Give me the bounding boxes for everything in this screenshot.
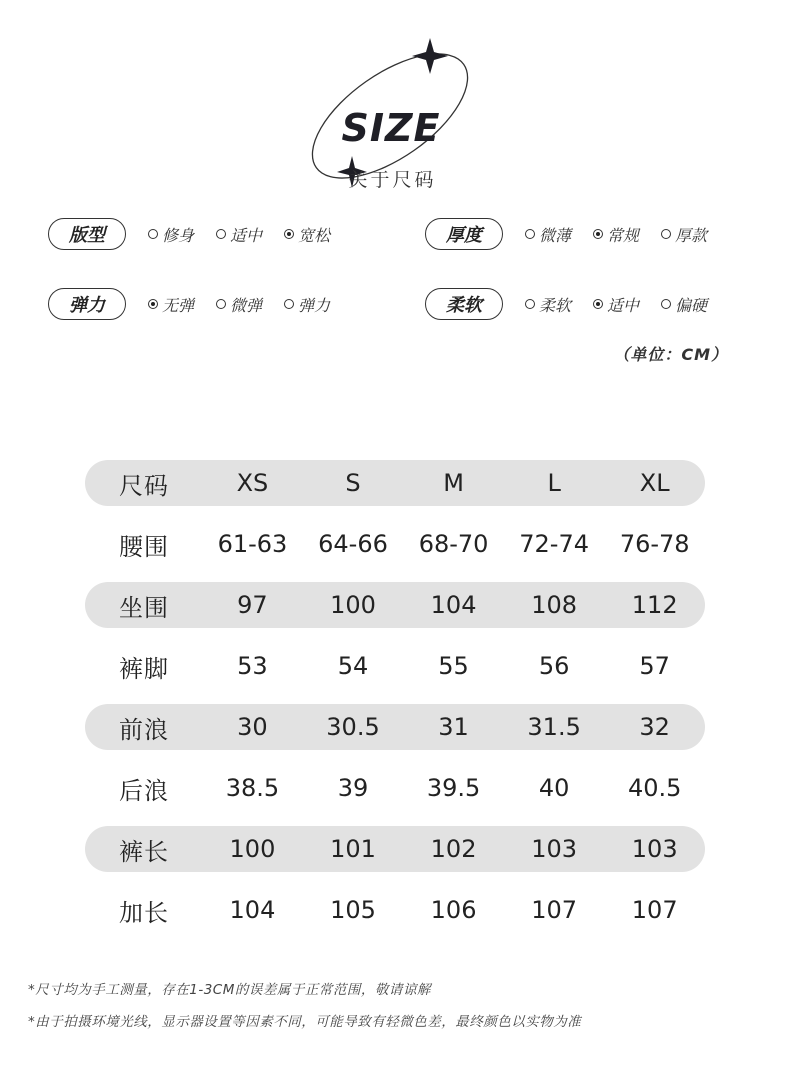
attr-softness-option[interactable] bbox=[661, 293, 707, 316]
attr-softness-option[interactable] bbox=[525, 293, 571, 316]
table-cell: 54 bbox=[337, 652, 369, 680]
option-label: 弹力 bbox=[298, 295, 331, 315]
table-cell: 108 bbox=[531, 591, 578, 619]
table-cell: 68-70 bbox=[418, 530, 489, 558]
logo-title: SIZE bbox=[341, 106, 441, 150]
table-row bbox=[85, 521, 705, 567]
attr-softness-pill: 柔软 bbox=[425, 288, 503, 320]
row-label: 加长 bbox=[119, 898, 169, 927]
attr-softness-option[interactable] bbox=[593, 293, 639, 316]
table-row bbox=[85, 887, 705, 933]
table-cell: 31.5 bbox=[527, 713, 581, 741]
radio-empty-icon bbox=[661, 229, 671, 239]
option-label: 常规 bbox=[607, 225, 640, 245]
row-label: 腰围 bbox=[119, 532, 169, 561]
option-label: 柔软 bbox=[539, 295, 572, 315]
attr-softness bbox=[425, 288, 707, 320]
table-cell: 31 bbox=[438, 713, 469, 741]
table-cell: 112 bbox=[631, 591, 678, 619]
table-cell: 40 bbox=[538, 774, 570, 802]
table-row bbox=[85, 765, 705, 811]
table-cell: 101 bbox=[330, 835, 376, 863]
table-row bbox=[85, 582, 705, 628]
table-cell: L bbox=[547, 469, 561, 497]
radio-empty-icon bbox=[284, 299, 294, 309]
radio-selected-icon bbox=[148, 299, 158, 309]
table-cell: 38.5 bbox=[225, 774, 280, 802]
table-cell: 105 bbox=[330, 896, 376, 924]
table-cell: 55 bbox=[438, 652, 469, 680]
table-cell: 72-74 bbox=[519, 530, 589, 558]
table-cell: 64-66 bbox=[318, 530, 388, 558]
table-cell: 104 bbox=[229, 896, 276, 924]
table-cell: 106 bbox=[430, 896, 477, 924]
attr-thickness-option[interactable] bbox=[593, 223, 639, 246]
attr-stretch bbox=[48, 288, 330, 320]
table-cell: 39 bbox=[337, 774, 369, 802]
radio-empty-icon bbox=[216, 229, 226, 239]
row-label: 裤长 bbox=[119, 837, 169, 866]
table-cell: 57 bbox=[639, 652, 670, 680]
table-cell: 39.5 bbox=[426, 774, 481, 802]
option-label: 修身 bbox=[162, 225, 195, 245]
table-row bbox=[85, 826, 705, 872]
unit-label: （单位：CM） bbox=[613, 345, 728, 364]
table-cell: 61-63 bbox=[217, 530, 288, 558]
attr-thickness-pill: 厚度 bbox=[425, 218, 503, 250]
sparkle-star-icon bbox=[412, 38, 448, 74]
table-cell: 30 bbox=[237, 713, 268, 741]
row-label: 坐围 bbox=[119, 593, 169, 622]
radio-empty-icon bbox=[216, 299, 226, 309]
table-cell: 56 bbox=[538, 652, 570, 680]
table-cell: 30.5 bbox=[326, 713, 380, 741]
table-row bbox=[85, 643, 705, 689]
table-cell: 104 bbox=[430, 591, 477, 619]
note-color: *由于拍摄环境光线，显示器设置等因素不同，可能导致有轻微色差，最终颜色以实物为准 bbox=[28, 1014, 582, 1030]
row-label: 尺码 bbox=[119, 471, 169, 500]
table-cell: 107 bbox=[631, 896, 678, 924]
table-cell: 40.5 bbox=[627, 774, 682, 802]
radio-selected-icon bbox=[284, 229, 294, 239]
option-label: 微薄 bbox=[539, 225, 572, 245]
size-table bbox=[85, 460, 705, 948]
table-cell: M bbox=[443, 469, 464, 497]
table-cell: 100 bbox=[330, 591, 376, 619]
option-label: 无弹 bbox=[162, 295, 195, 315]
table-cell: XS bbox=[236, 469, 269, 497]
table-cell: 102 bbox=[430, 835, 477, 863]
radio-empty-icon bbox=[525, 299, 535, 309]
table-cell: 103 bbox=[531, 835, 578, 863]
table-row bbox=[85, 460, 705, 506]
attr-fit-option[interactable] bbox=[216, 223, 262, 246]
radio-empty-icon bbox=[148, 229, 158, 239]
option-label: 宽松 bbox=[298, 225, 331, 245]
table-cell: 76-78 bbox=[619, 530, 690, 558]
option-label: 厚款 bbox=[675, 225, 708, 245]
table-cell: 97 bbox=[237, 591, 268, 619]
option-label: 适中 bbox=[230, 225, 263, 245]
table-cell: 100 bbox=[229, 835, 276, 863]
radio-selected-icon bbox=[593, 229, 603, 239]
attr-stretch-pill: 弹力 bbox=[48, 288, 126, 320]
attr-fit-pill: 版型 bbox=[48, 218, 126, 250]
logo-subtitle: 关于尺码 bbox=[348, 169, 437, 191]
attr-fit-option[interactable] bbox=[284, 223, 330, 246]
row-label: 前浪 bbox=[119, 715, 169, 744]
row-label: 后浪 bbox=[119, 776, 169, 805]
table-cell: XL bbox=[639, 469, 670, 497]
radio-selected-icon bbox=[593, 299, 603, 309]
radio-empty-icon bbox=[525, 229, 535, 239]
table-cell: 107 bbox=[531, 896, 578, 924]
size-logo bbox=[300, 38, 490, 198]
attr-thickness-option[interactable] bbox=[525, 223, 571, 246]
table-row bbox=[85, 704, 705, 750]
attr-fit-option[interactable] bbox=[148, 223, 194, 246]
table-cell: 32 bbox=[639, 713, 670, 741]
table-cell: 103 bbox=[631, 835, 678, 863]
note-measurement: *尺寸均为手工测量，存在1-3CM的误差属于正常范围，敬请谅解 bbox=[28, 982, 431, 998]
attr-stretch-option[interactable] bbox=[148, 293, 194, 316]
row-label: 裤脚 bbox=[119, 654, 169, 683]
attr-stretch-option[interactable] bbox=[284, 293, 330, 316]
option-label: 微弹 bbox=[230, 295, 263, 315]
radio-empty-icon bbox=[661, 299, 671, 309]
table-cell: S bbox=[345, 469, 361, 497]
attr-thickness-option[interactable] bbox=[661, 223, 707, 246]
attr-thickness bbox=[425, 218, 707, 250]
attr-fit bbox=[48, 218, 330, 250]
attr-stretch-option[interactable] bbox=[216, 293, 262, 316]
option-label: 适中 bbox=[607, 295, 640, 315]
table-cell: 53 bbox=[237, 652, 268, 680]
option-label: 偏硬 bbox=[675, 295, 708, 315]
